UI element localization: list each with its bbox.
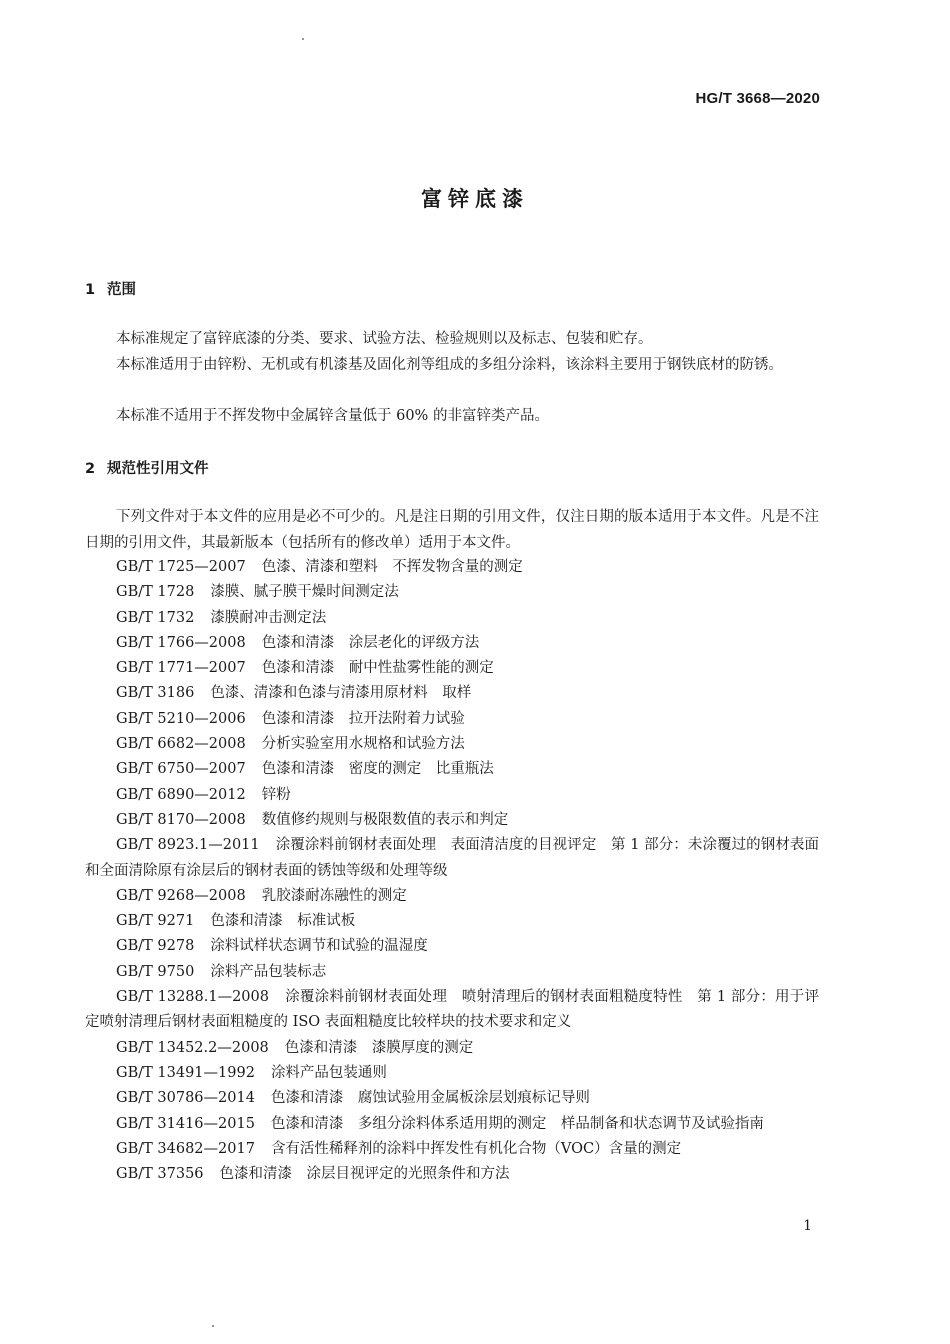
reference-title: 色漆和清漆 漆膜厚度的测定 — [284, 1039, 474, 1056]
reference-title: 数值修约规则与极限数值的表示和判定 — [261, 811, 509, 828]
reference-title: 色漆和清漆 腐蚀试验用金属板涂层划痕标记导则 — [270, 1090, 590, 1107]
reference-title: 涂覆涂料前钢材表面处理 表面清洁度的目视评定 第 1 部分：未涂覆过的钢材表面和全面清除原有涂层后的钢材表面的锈蚀等级和处理等级 — [85, 837, 819, 879]
reference-item — [85, 580, 819, 605]
reference-code: GB/T 6890—2012 — [116, 786, 246, 803]
section-2-number: 2 — [85, 461, 96, 477]
reference-item — [85, 732, 819, 757]
reference-item — [85, 1137, 819, 1162]
reference-title: 涂覆涂料前钢材表面处理 喷射清理后的钢材表面粗糙度特性 第 1 部分：用于评定喷射清理后钢材表面粗糙度的 ISO 表面粗糙度比较样块的技术要求和定义 — [85, 989, 819, 1031]
reference-title: 涂料产品包装标志 — [210, 963, 327, 980]
reference-code: GB/T 6750—2007 — [116, 761, 246, 778]
standard-number: HG/T 3668—2020 — [695, 90, 820, 107]
section-1-heading — [85, 278, 136, 299]
scan-speck — [302, 38, 304, 40]
references-intro: 下列文件对于本文件的应用是必不可少的。凡是注日期的引用文件，仅注日期的版本适用于本文件。凡是不注日期的引用文件，其最新版本（包括所有的修改单）适用于本文件。 — [85, 509, 819, 551]
reference-item — [85, 783, 819, 808]
reference-code: GB/T 31416—2015 — [116, 1115, 255, 1132]
reference-code: GB/T 13288.1—2008 — [116, 989, 269, 1006]
reference-title: 色漆和清漆 多组分涂料体系适用期的测定 样品制备和状态调节及试验指南 — [270, 1115, 764, 1132]
reference-item — [85, 985, 819, 1036]
reference-item — [85, 1061, 819, 1086]
reference-code: GB/T 6682—2008 — [116, 736, 246, 753]
reference-title: 漆膜耐冲击测定法 — [210, 609, 327, 626]
reference-title: 色漆和清漆 涂层老化的评级方法 — [261, 634, 480, 651]
reference-title: 漆膜、腻子膜干燥时间测定法 — [210, 584, 399, 601]
reference-item — [85, 808, 819, 833]
reference-item — [85, 555, 819, 580]
reference-code: GB/T 1725—2007 — [116, 559, 246, 575]
reference-item — [85, 884, 819, 909]
reference-code: GB/T 9271 — [116, 913, 195, 930]
reference-title: 分析实验室用水规格和试验方法 — [261, 736, 465, 753]
reference-item — [85, 631, 819, 656]
reference-item — [85, 833, 819, 884]
reference-code: GB/T 13452.2—2008 — [116, 1039, 269, 1056]
reference-item — [85, 909, 819, 934]
reference-title: 色漆、清漆和塑料 不挥发物含量的测定 — [261, 559, 523, 575]
section-1-title: 范围 — [107, 282, 136, 298]
reference-title: 乳胶漆耐冻融性的测定 — [261, 887, 407, 904]
section-2-heading — [85, 457, 209, 478]
reference-item — [85, 757, 819, 782]
reference-item — [85, 707, 819, 732]
section-2-title: 规范性引用文件 — [107, 461, 209, 477]
reference-code: GB/T 1771—2007 — [116, 660, 246, 677]
reference-code: GB/T 1728 — [116, 584, 195, 601]
reference-title: 色漆和清漆 耐中性盐雾性能的测定 — [261, 660, 494, 677]
reference-item — [85, 934, 819, 959]
reference-code: GB/T 5210—2006 — [116, 710, 246, 727]
reference-code: GB/T 34682—2017 — [116, 1140, 255, 1157]
reference-item — [85, 1162, 819, 1187]
reference-title: 色漆和清漆 标准试板 — [210, 913, 356, 930]
scope-paragraph: 本标准适用于由锌粉、无机或有机漆基及固化剂等组成的多组分涂料，该涂料主要用于钢铁底材的防锈。 — [116, 357, 783, 373]
reference-list — [85, 555, 819, 1187]
reference-title: 色漆和清漆 密度的测定 比重瓶法 — [261, 761, 494, 778]
reference-item — [85, 1086, 819, 1111]
reference-title: 色漆和清漆 拉开法附着力试验 — [261, 710, 465, 727]
scope-paragraph: 本标准规定了富锌底漆的分类、要求、试验方法、检验规则以及标志、包装和贮存。 — [116, 331, 653, 347]
reference-code: GB/T 30786—2014 — [116, 1090, 255, 1107]
section-1-number: 1 — [85, 282, 96, 298]
page-number: 1 — [803, 1218, 812, 1234]
reference-title: 锌粉 — [261, 786, 291, 803]
reference-code: GB/T 37356 — [116, 1166, 204, 1183]
reference-item — [85, 1036, 819, 1061]
reference-title: 色漆、清漆和色漆与清漆用原材料 取样 — [210, 685, 472, 702]
reference-title: 涂料产品包装通则 — [270, 1064, 387, 1081]
reference-code: GB/T 1732 — [116, 609, 195, 626]
reference-item — [85, 656, 819, 681]
scope-paragraph: 本标准不适用于不挥发物中金属锌含量低于 60% 的非富锌类产品。 — [116, 408, 549, 424]
reference-item — [85, 606, 819, 631]
reference-item — [85, 960, 819, 985]
reference-item — [85, 681, 819, 706]
reference-title: 含有活性稀释剂的涂料中挥发性有机化合物（VOC）含量的测定 — [270, 1140, 682, 1157]
reference-code: GB/T 9278 — [116, 938, 195, 955]
reference-code: GB/T 9750 — [116, 963, 195, 980]
reference-item — [85, 1112, 819, 1137]
reference-title: 色漆和清漆 涂层目视评定的光照条件和方法 — [219, 1166, 510, 1183]
reference-code: GB/T 13491—1992 — [116, 1064, 255, 1081]
reference-code: GB/T 3186 — [116, 685, 195, 702]
reference-code: GB/T 8923.1—2011 — [116, 837, 260, 854]
reference-code: GB/T 9268—2008 — [116, 887, 246, 904]
document-title: 富锌底漆 — [421, 187, 529, 211]
reference-code: GB/T 8170—2008 — [116, 811, 246, 828]
scan-speck — [212, 1325, 214, 1327]
reference-code: GB/T 1766—2008 — [116, 634, 246, 651]
reference-title: 涂料试样状态调节和试验的温湿度 — [210, 938, 428, 955]
